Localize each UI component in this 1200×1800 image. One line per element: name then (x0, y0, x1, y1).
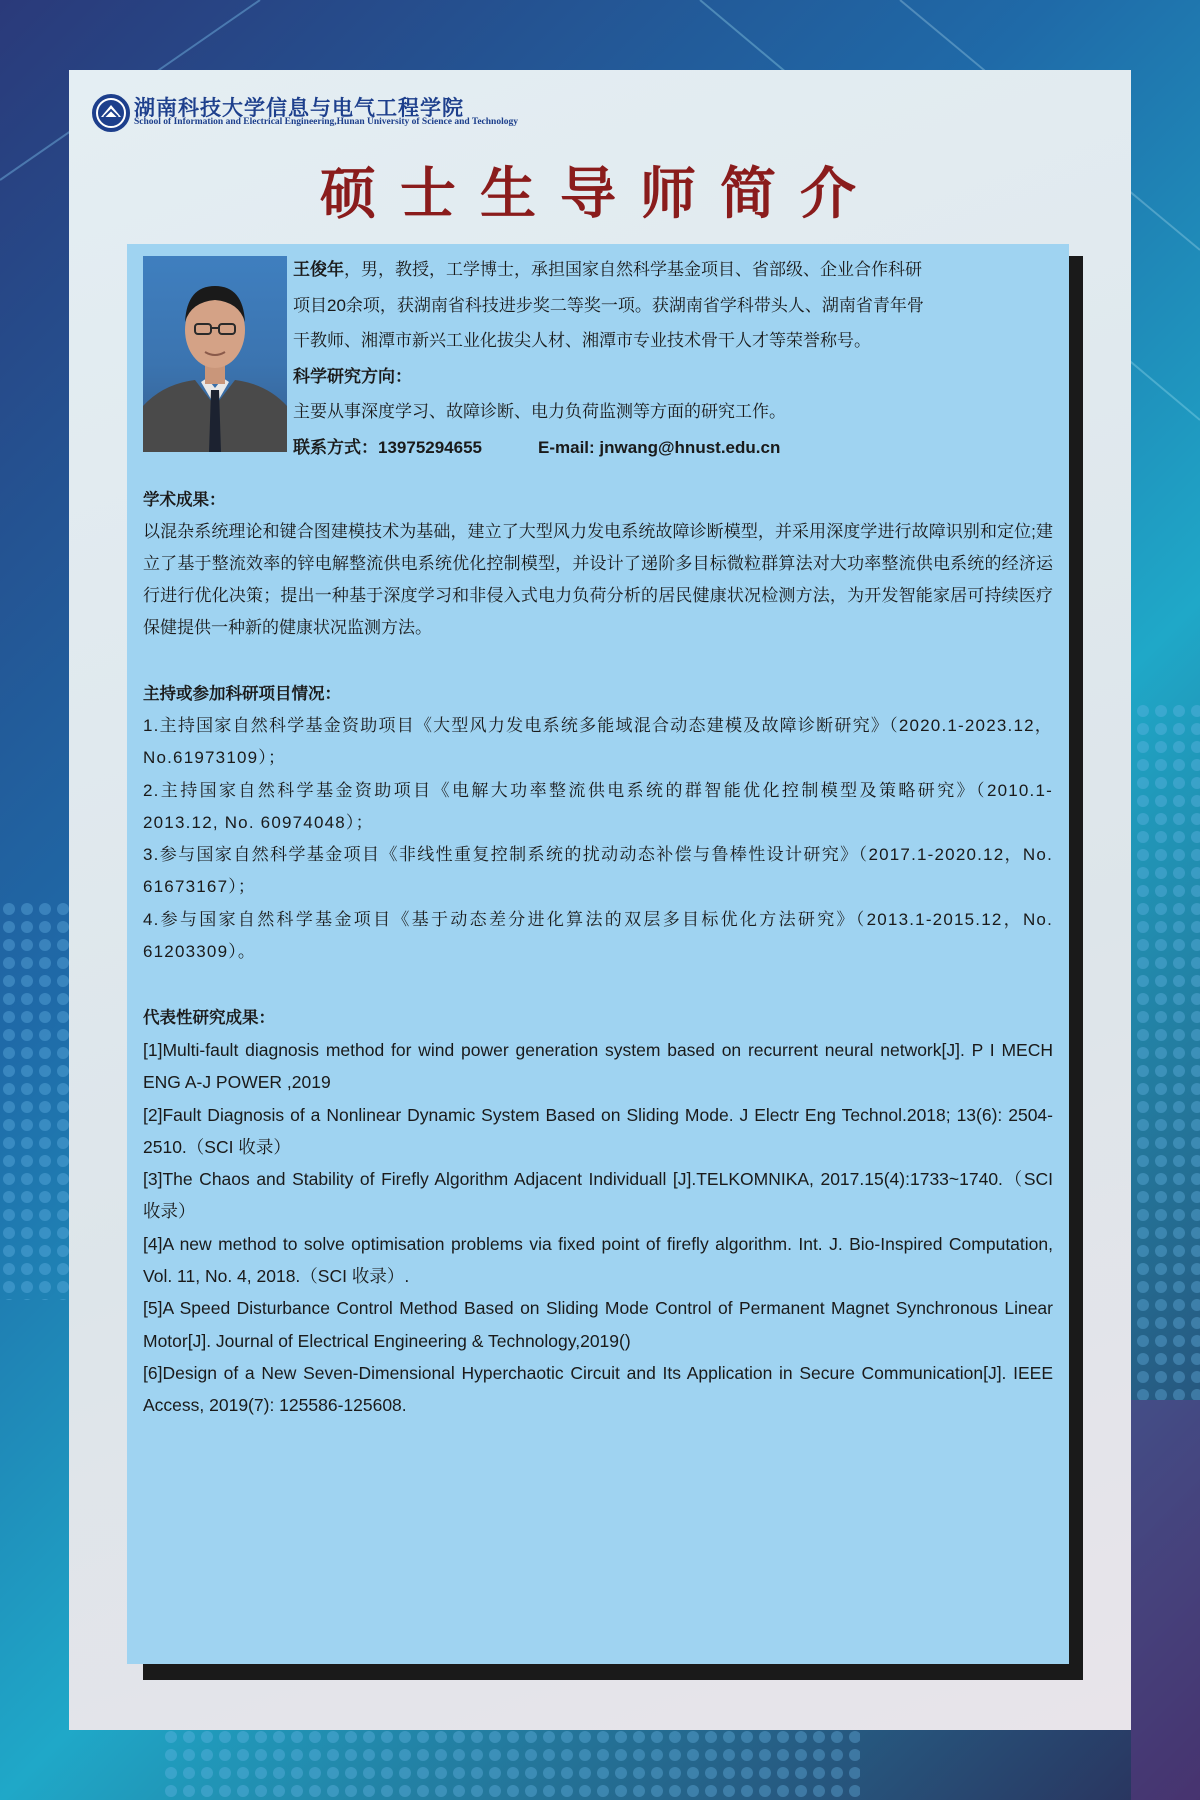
page-title: 硕士生导师简介 (320, 161, 880, 227)
advisor-name: 王俊年 (293, 260, 344, 279)
publication-item: [6]Design of a New Seven-Dimensional Hyperchaotic Circuit and Its Application in Secure Communication[J]. IEEE Access, 2019(7): 125586-125608. (143, 1362, 1053, 1416)
profile-photo (143, 256, 287, 452)
contact-phone: 联系方式：13975294655 (293, 437, 483, 457)
publication-item: [3]The Chaos and Stability of Firefly Algorithm Adjacent Individuall [J].TELKOMNIKA, 2017.15(4):1733~1740.（SCI 收录） (143, 1169, 1053, 1222)
publication-item: [2]Fault Diagnosis of a Nonlinear Dynamic System Based on Sliding Mode. J Electr Eng Technol.2018; 13(6): 2504-2510.（SCI 收录） (143, 1104, 1053, 1157)
contact-email[interactable]: E-mail: jnwang@hnust.edu.cn (538, 437, 781, 457)
college-name-en: School of Information and Electrical Engineering,Hunan University of Science and Technology (134, 117, 518, 127)
college-logo (92, 92, 612, 132)
intro-line-3: 干教师、湘潭市新兴工业化拔尖人材、湘潭市专业技术骨干人才等荣誉称号。 (293, 331, 871, 350)
intro-text-1: ，男，教授，工学博士，承担国家自然科学基金项目、省部级、企业合作科研 (344, 260, 922, 279)
intro-block (293, 252, 1053, 465)
project-item: 1.主持国家自然科学基金资助项目《大型风力发电系统多能域混合动态建模及故障诊断研究》（2020.1-2023.12，No.61973109）； (143, 716, 1053, 768)
research-text: 主要从事深度学习、故障诊断、电力负荷监测等方面的研究工作。 (293, 402, 786, 421)
publication-item: [1]Multi-fault diagnosis method for wind power generation system based on recurrent neural network[J]. P I MECH ENG A-J POWER ,2019 (143, 1040, 1053, 1093)
contact-line (293, 430, 1053, 466)
intro-line-1 (293, 252, 1053, 288)
achievements-text: 以混杂系统理论和键合图建模技术为基础，建立了大型风力发电系统故障诊断模型，并采用深度学进行故障识别和定位;建立了基于整流效率的锌电解整流供电系统优化控制模型，并设计了递阶多目标微粒群算法对大功率整流供电系统的经济运行进行优化决策；提出一种基于深度学习和非侵入式电力负荷分析的居民健康状况检测方法，为开发智能家居可持续医疗保健提供一种新的健康状况监测方法。 (143, 522, 1053, 637)
research-heading: 科学研究方向： (293, 366, 412, 386)
publications-section (143, 1002, 1053, 1422)
achievements-section (143, 484, 1053, 644)
projects-heading: 主持或参加科研项目情况： (143, 685, 341, 703)
projects-section (143, 678, 1053, 968)
project-item: 3.参与国家自然科学基金项目《非线性重复控制系统的扰动动态补偿与鲁棒性设计研究》（2017.1-2020.12，No. 61673167）； (143, 845, 1053, 897)
publication-item: [4]A new method to solve optimisation problems via fixed point of firefly algorithm. Int. J. Bio-Inspired Computation, Vol. 11, No. 4, 2018.（SCI 收录）. (143, 1233, 1053, 1287)
publication-item: [5]A Speed Disturbance Control Method Based on Sliding Mode Control of Permanent Magnet Synchronous Linear Motor[J]. Journal of Electrical Engineering & Technology,2019() (143, 1298, 1053, 1351)
project-item: 4.参与国家自然科学基金项目《基于动态差分进化算法的双层多目标优化方法研究》（2013.1-2015.12，No. 61203309）。 (143, 909, 1053, 962)
intro-line-2: 项目20余项，获湖南省科技进步奖二等奖一项。获湖南省学科带头人、湖南省青年骨 (293, 295, 924, 315)
college-name-cn: 湖南科技大学信息与电气工程学院 (134, 95, 464, 120)
project-item: 2.主持国家自然科学基金资助项目《电解大功率整流供电系统的群智能优化控制模型及策略研究》（2010.1-2013.12, No. 60974048）； (143, 780, 1053, 832)
profile-card (127, 244, 1069, 1664)
achievements-heading: 学术成果： (143, 491, 226, 509)
publications-heading: 代表性研究成果： (143, 1009, 275, 1027)
university-emblem-icon (92, 94, 130, 132)
